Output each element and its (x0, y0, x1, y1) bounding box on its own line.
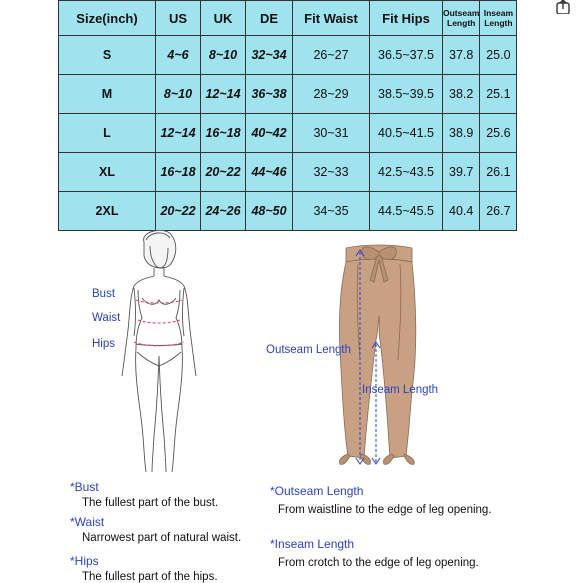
cell-outseam: 37.8 (443, 36, 480, 75)
inseam-note-title: *Inseam Length (270, 537, 355, 551)
outseam-arrow (354, 248, 366, 466)
cell-fit-waist: 28~29 (293, 75, 370, 114)
hips-note-title: *Hips (70, 554, 99, 568)
cell-uk: 24~26 (201, 192, 246, 231)
cell-de: 32~34 (246, 36, 293, 75)
inseam-arrow (370, 340, 382, 466)
header-size: Size(inch) (59, 1, 156, 36)
cell-de: 44~46 (246, 153, 293, 192)
header-outseam: Outseam Length (443, 1, 480, 36)
cell-size: M (59, 75, 156, 114)
cell-inseam: 25.0 (480, 36, 517, 75)
cell-de: 36~38 (246, 75, 293, 114)
cell-outseam: 39.7 (443, 153, 480, 192)
cell-us: 16~18 (156, 153, 201, 192)
cell-fit-waist: 30~31 (293, 114, 370, 153)
cell-fit-hips: 40.5~41.5 (370, 114, 443, 153)
female-body-outline-icon (106, 226, 212, 476)
cell-fit-hips: 38.5~39.5 (370, 75, 443, 114)
table-row (59, 114, 517, 153)
cell-fit-hips: 36.5~37.5 (370, 36, 443, 75)
bust-note-desc: The fullest part of the bust. (82, 497, 219, 509)
inseam-note-desc: From crotch to the edge of leg opening. (278, 557, 479, 569)
size-chart-table (58, 0, 517, 231)
outseam-note-title: *Outseam Length (270, 484, 364, 498)
header-fit-waist: Fit Waist (293, 1, 370, 36)
table-row (59, 192, 517, 231)
cell-inseam: 26.7 (480, 192, 517, 231)
cell-inseam: 26.1 (480, 153, 517, 192)
header-inseam: Inseam Length (480, 1, 517, 36)
cell-outseam: 38.2 (443, 75, 480, 114)
hips-note-desc: The fullest part of the hips. (82, 571, 218, 583)
cell-size: XL (59, 153, 156, 192)
bust-note-title: *Bust (70, 480, 99, 494)
cell-size: S (59, 36, 156, 75)
header-us: US (156, 1, 201, 36)
cell-outseam: 38.9 (443, 114, 480, 153)
cell-inseam: 25.1 (480, 75, 517, 114)
cell-size: 2XL (59, 192, 156, 231)
inseam-label: Inseam Length (362, 384, 439, 396)
cell-us: 20~22 (156, 192, 201, 231)
cell-outseam: 40.4 (443, 192, 480, 231)
hips-label: Hips (92, 338, 116, 350)
table-row (59, 36, 517, 75)
outseam-note-desc: From waistline to the edge of leg opening. (278, 504, 492, 516)
cell-inseam: 25.6 (480, 114, 517, 153)
header-fit-hips: Fit Hips (370, 1, 443, 36)
cell-us: 4~6 (156, 36, 201, 75)
outseam-label: Outseam Length (266, 344, 352, 356)
waist-note-title: *Waist (70, 515, 105, 529)
table-row (59, 75, 517, 114)
waist-note-desc: Narrowest part of natural waist. (82, 532, 242, 544)
header-de: DE (246, 1, 293, 36)
cell-fit-waist: 26~27 (293, 36, 370, 75)
table-header-row (59, 1, 517, 36)
cell-uk: 8~10 (201, 36, 246, 75)
cell-de: 48~50 (246, 192, 293, 231)
cell-uk: 12~14 (201, 75, 246, 114)
cell-fit-waist: 32~33 (293, 153, 370, 192)
waist-label: Waist (92, 312, 121, 324)
table-row (59, 153, 517, 192)
cell-us: 8~10 (156, 75, 201, 114)
cell-fit-hips: 42.5~43.5 (370, 153, 443, 192)
cell-fit-waist: 34~35 (293, 192, 370, 231)
cell-uk: 20~22 (201, 153, 246, 192)
cell-de: 40~42 (246, 114, 293, 153)
cell-uk: 16~18 (201, 114, 246, 153)
cell-us: 12~14 (156, 114, 201, 153)
cell-fit-hips: 44.5~45.5 (370, 192, 443, 231)
header-uk: UK (201, 1, 246, 36)
bust-label: Bust (92, 288, 116, 300)
cell-size: L (59, 114, 156, 153)
share-icon[interactable] (553, 0, 573, 14)
